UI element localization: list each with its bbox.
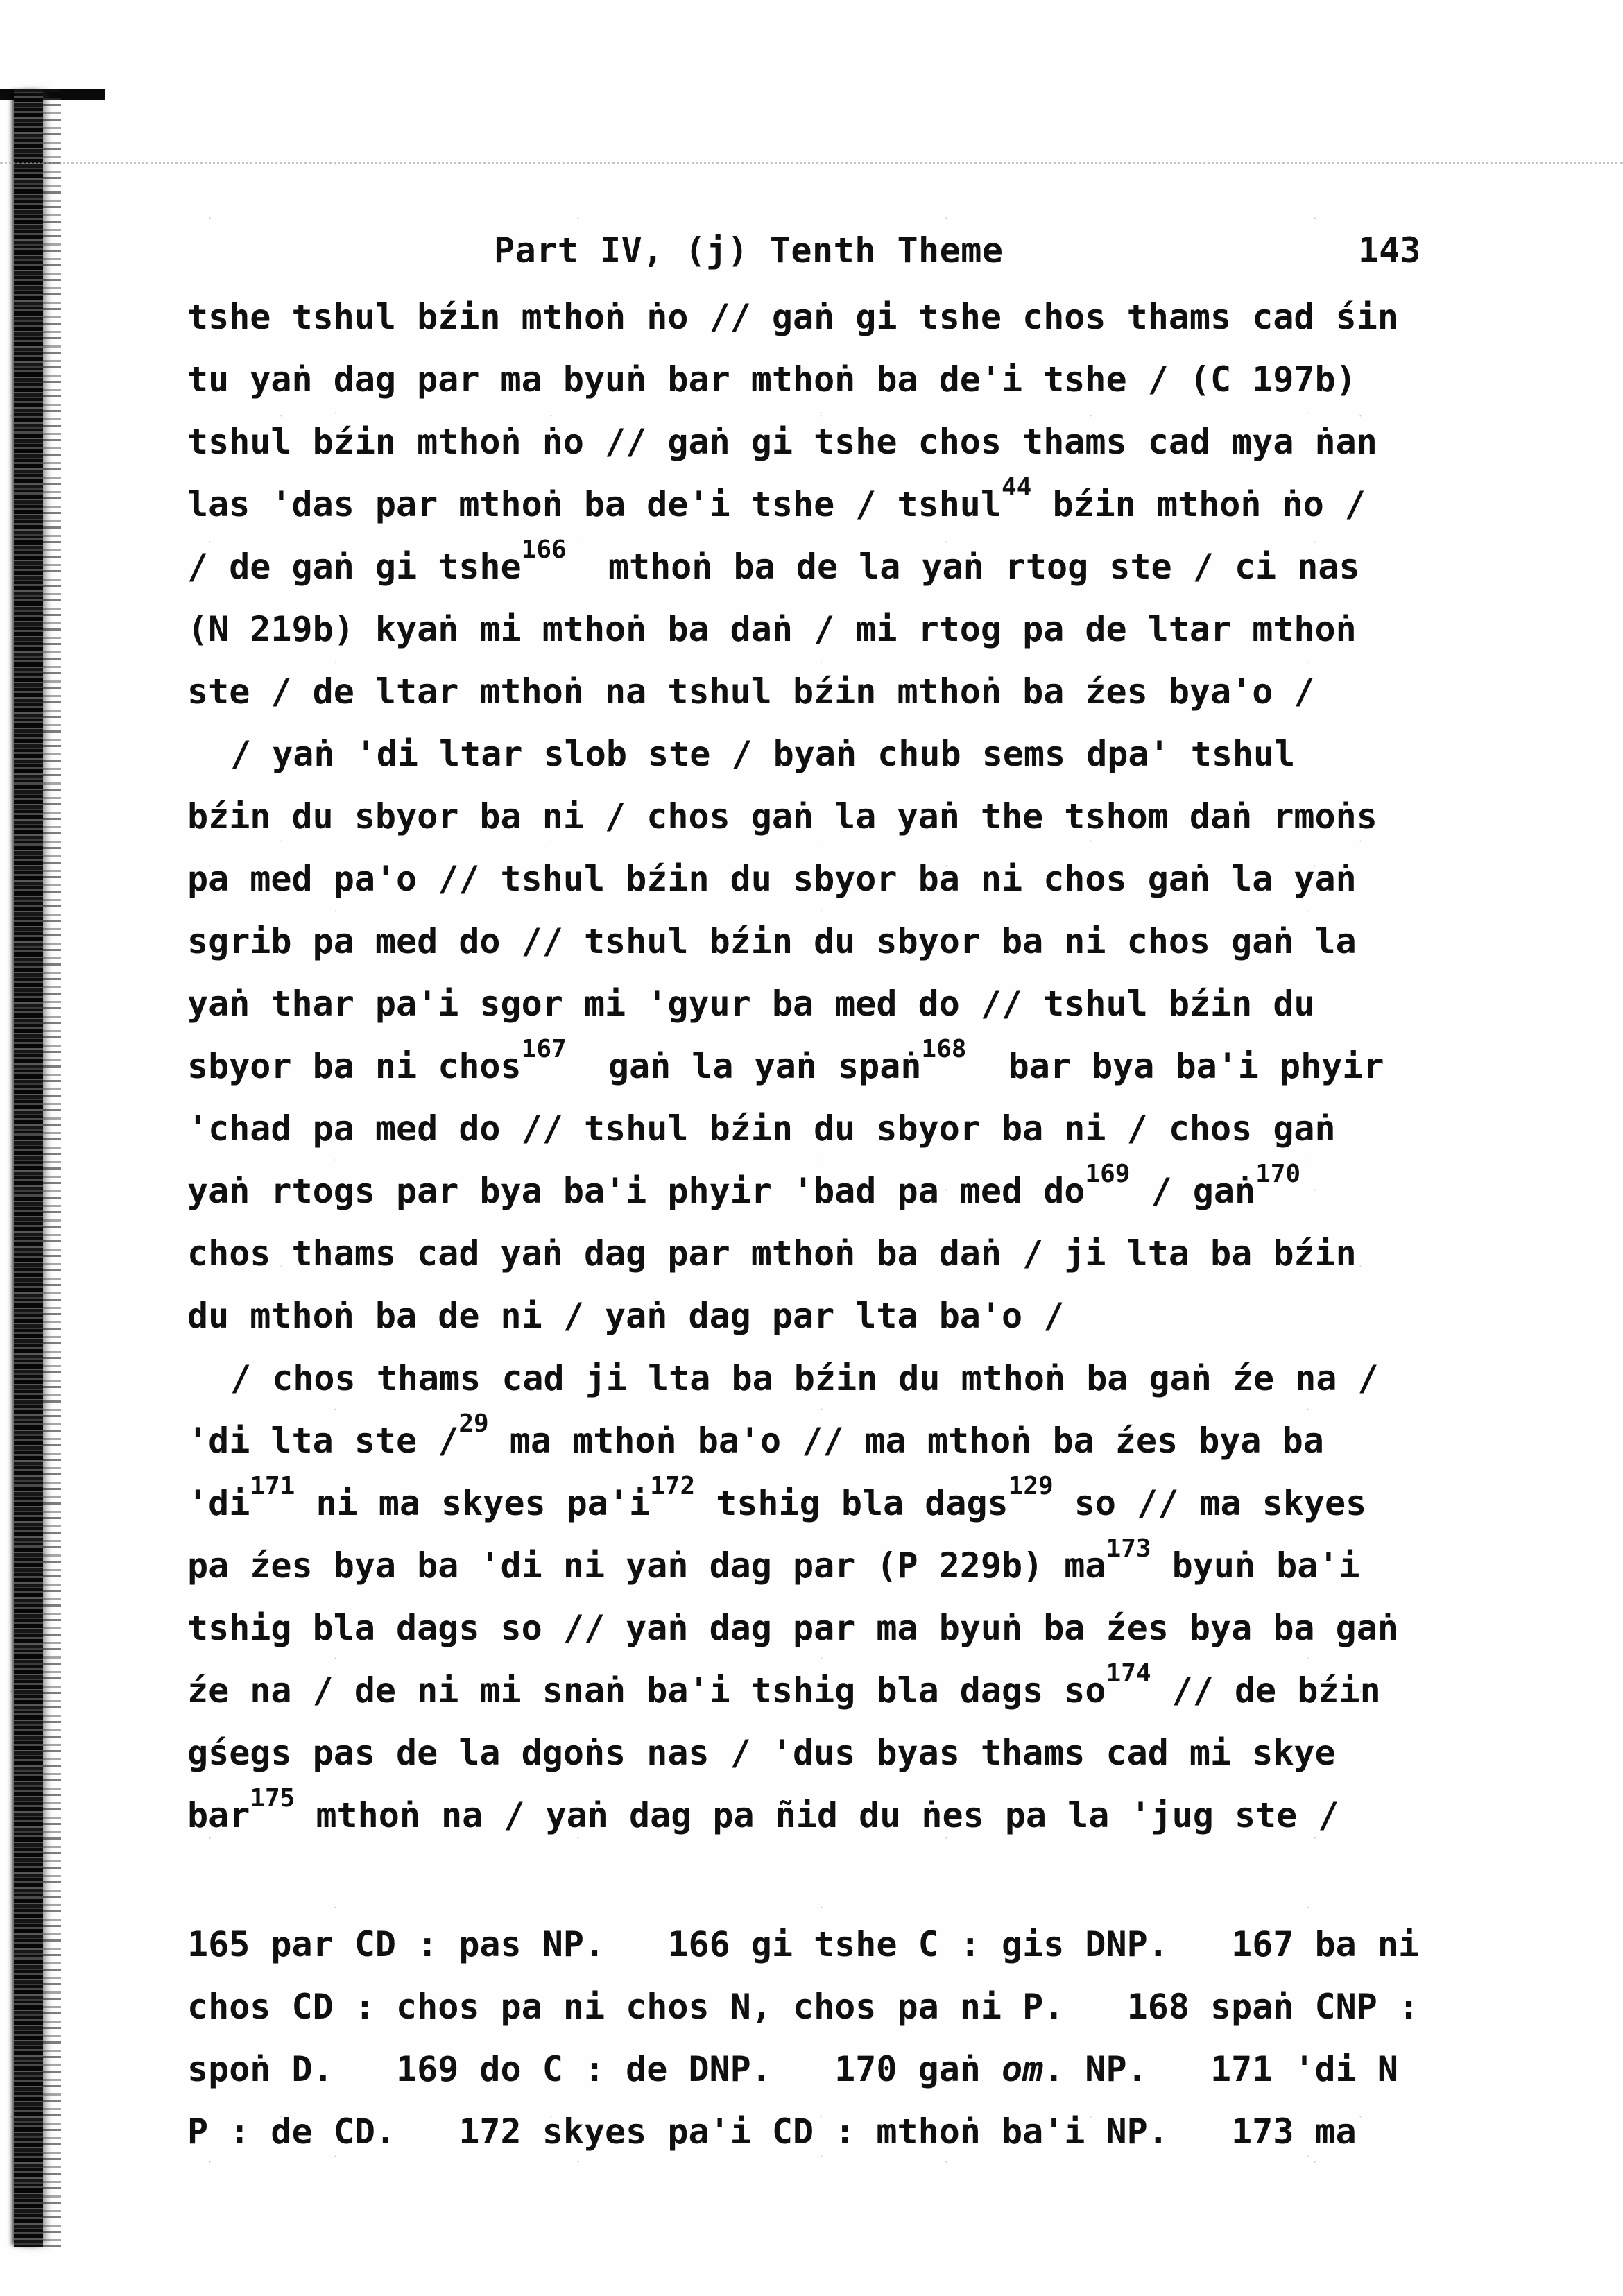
text-run: 165 par CD : pas NP. 166 gi tshe C : gis DNP. 167 ba ni <box>187 1924 1420 1964</box>
text-line <box>187 1347 1463 1410</box>
text-line <box>187 536 1463 598</box>
text-run: yaṅ rtogs par bya ba'i phyir 'bad pa med do <box>187 1171 1085 1211</box>
text-line <box>187 723 1463 785</box>
footnote-reference-number: 169 <box>1085 1160 1131 1188</box>
footnote-reference-number: 168 <box>921 1035 967 1063</box>
text-line <box>187 1097 1463 1160</box>
text-run: / chos thams cad ji lta ba bźin du mthoṅ ba gaṅ źe na / <box>230 1358 1379 1398</box>
text-run: ma mthoṅ ba'o // ma mthoṅ ba źes bya ba <box>488 1421 1324 1461</box>
footnotes-block <box>187 1913 1463 2163</box>
text-run: gaṅ la yaṅ spaṅ <box>566 1046 922 1086</box>
text-run: sbyor ba ni chos <box>187 1046 522 1086</box>
text-run: 'di lta ste / <box>187 1421 459 1461</box>
text-line <box>187 1597 1463 1659</box>
text-line <box>187 973 1463 1035</box>
text-run: bar bya ba'i phyir <box>966 1046 1384 1086</box>
text-run: pa źes bya ba 'di ni yaṅ dag par (P 229b) ma <box>187 1545 1106 1586</box>
text-run: 'di <box>187 1483 250 1523</box>
text-run: . NP. 171 'di N <box>1043 2049 1398 2089</box>
text-run: bar <box>187 1795 250 1835</box>
text-line <box>187 785 1463 848</box>
text-run: du mthoṅ ba de ni / yaṅ dag par lta ba'o / <box>187 1296 1065 1336</box>
footnote-reference-number: 167 <box>521 1035 567 1063</box>
text-run: / de gaṅ gi tshe <box>187 547 522 587</box>
text-run: / yaṅ 'di ltar slob ste / byaṅ chub sems dpa' tshul <box>230 734 1296 774</box>
text-run: om <box>1002 2049 1044 2089</box>
footnote-reference-number: 171 <box>250 1472 295 1500</box>
text-line <box>187 1035 1463 1097</box>
text-run: spoṅ D. 169 do C : de DNP. 170 gaṅ <box>187 2049 1002 2089</box>
text-line <box>187 848 1463 910</box>
footnote-reference-number: 44 <box>1002 473 1032 502</box>
scan-gutter-band <box>14 89 43 2247</box>
text-line <box>187 598 1463 660</box>
footnote-reference-number: 173 <box>1106 1534 1151 1563</box>
text-run: sgrib pa med do // tshul bźin du sbyor ba ni chos gaṅ la <box>187 921 1357 961</box>
footnote-line <box>187 2100 1463 2163</box>
text-run: byuṅ ba'i <box>1151 1545 1360 1586</box>
text-run: tshig bla dags <box>695 1483 1008 1523</box>
text-line <box>187 411 1463 473</box>
page-number: 143 <box>1358 230 1421 271</box>
text-run: P : de CD. 172 skyes pa'i CD : mthoṅ ba'i NP. 173 ma <box>187 2111 1357 2152</box>
footnote-line <box>187 1913 1463 1976</box>
text-line <box>187 1534 1463 1597</box>
text-run: źe na / de ni mi snaṅ ba'i tshig bla dags so <box>187 1670 1106 1711</box>
text-line <box>187 286 1463 348</box>
footnote-reference-number: 175 <box>250 1784 295 1813</box>
text-run: chos thams cad yaṅ dag par mthoṅ ba daṅ / ji lta ba bźin <box>187 1233 1357 1274</box>
footnote-reference-number: 174 <box>1106 1659 1151 1688</box>
footnote-reference-number: 29 <box>458 1410 489 1438</box>
text-line <box>187 473 1463 536</box>
footnote-reference-number: 170 <box>1255 1160 1301 1188</box>
text-line <box>187 1784 1463 1847</box>
scan-fold-line <box>0 162 1623 164</box>
text-line <box>187 1160 1463 1222</box>
text-run: tshul bźin mthoṅ ṅo // gaṅ gi tshe chos thams cad mya ṅan <box>187 422 1377 462</box>
text-run: so // ma skyes <box>1053 1483 1367 1523</box>
footnote-line <box>187 1976 1463 2038</box>
text-run: las 'das par mthoṅ ba de'i tshe / tshul <box>187 484 1002 524</box>
text-line <box>187 1222 1463 1285</box>
main-text-block <box>187 286 1463 1847</box>
text-run: chos CD : chos pa ni chos N, chos pa ni P. 168 spaṅ CNP : <box>187 1987 1420 2027</box>
text-run: / gaṅ <box>1130 1171 1256 1211</box>
text-run: gśegs pas de la dgoṅs nas / 'dus byas thams cad mi skye <box>187 1733 1336 1773</box>
text-run: tshig bla dags so // yaṅ dag par ma byuṅ ba źes bya ba gaṅ <box>187 1608 1398 1648</box>
text-run: pa med pa'o // tshul bźin du sbyor ba ni chos gaṅ la yaṅ <box>187 859 1357 899</box>
text-run: bźin mthoṅ ṅo / <box>1031 484 1366 524</box>
text-run: mthoṅ na / yaṅ dag pa ñid du ṅes pa la 'jug ste / <box>295 1795 1339 1835</box>
footnote-line <box>187 2038 1463 2100</box>
text-line <box>187 1410 1463 1472</box>
footnote-reference-number: 129 <box>1008 1472 1054 1500</box>
text-line <box>187 1659 1463 1722</box>
text-run: 'chad pa med do // tshul bźin du sbyor ba ni / chos gaṅ <box>187 1108 1336 1149</box>
scan-gutter-fray <box>43 89 61 2247</box>
text-line <box>187 1472 1463 1534</box>
text-line <box>187 1722 1463 1784</box>
text-run: mthoṅ ba de la yaṅ rtog ste / ci nas <box>566 547 1360 587</box>
footnote-reference-number: 166 <box>521 536 567 564</box>
footnote-reference-number: 172 <box>650 1472 696 1500</box>
text-run: ste / de ltar mthoṅ na tshul bźin mthoṅ ba źes bya'o / <box>187 671 1315 712</box>
page-header <box>0 230 1623 275</box>
text-run: yaṅ thar pa'i sgor mi 'gyur ba med do // tshul bźin du <box>187 984 1315 1024</box>
text-run: tshe tshul bźin mthoṅ ṅo // gaṅ gi tshe chos thams cad śin <box>187 297 1398 337</box>
text-run: ni ma skyes pa'i <box>295 1483 651 1523</box>
text-line <box>187 348 1463 411</box>
text-run: (N 219b) kyaṅ mi mthoṅ ba daṅ / mi rtog pa de ltar mthoṅ <box>187 609 1357 649</box>
text-line <box>187 660 1463 723</box>
text-line <box>187 910 1463 973</box>
text-run: // de bźin <box>1151 1670 1381 1711</box>
text-run: tu yaṅ dag par ma byuṅ bar mthoṅ ba de'i tshe / (C 197b) <box>187 359 1357 400</box>
text-line <box>187 1285 1463 1347</box>
running-header-title: Part IV, (j) Tenth Theme <box>494 230 1004 271</box>
text-run: bźin du sbyor ba ni / chos gaṅ la yaṅ the tshom daṅ rmoṅs <box>187 796 1377 837</box>
